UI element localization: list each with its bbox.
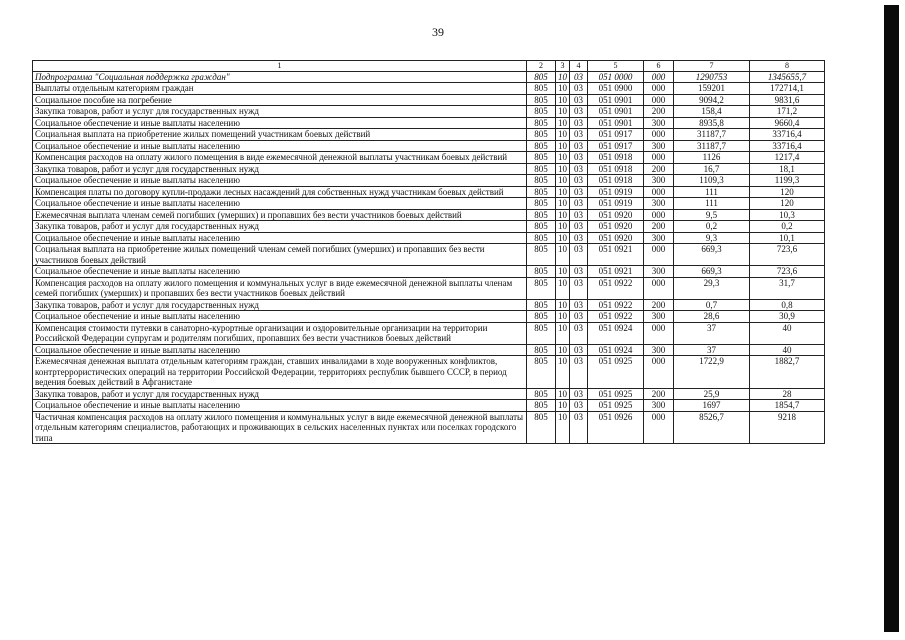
row-name-cell: Закупка товаров, работ и услуг для государственных нужд	[33, 163, 527, 175]
row-target-article-cell: 051 0000	[588, 71, 644, 83]
row-amount-year1-cell: 9,5	[674, 209, 750, 221]
row-expense-type-cell: 000	[644, 186, 674, 198]
header-cell: 4	[570, 61, 588, 72]
row-expense-type-cell: 200	[644, 299, 674, 311]
row-name-cell: Компенсация расходов на оплату жилого помещения и коммунальных услуг в виде ежемесячной денежной выплаты членам семей погибших (умерших) и пропавших без вести участников боевых действий	[33, 277, 527, 299]
table-header-row	[33, 61, 825, 72]
row-amount-year2-cell: 1217,4	[750, 152, 825, 164]
table-row	[33, 175, 825, 187]
row-amount-year2-cell: 9660,4	[750, 117, 825, 129]
row-expense-type-cell: 200	[644, 163, 674, 175]
row-section-cell: 10	[556, 175, 570, 187]
row-amount-year1-cell: 9,3	[674, 232, 750, 244]
row-target-article-cell: 051 0926	[588, 411, 644, 444]
table-row	[33, 344, 825, 356]
scan-edge-bar	[884, 5, 899, 632]
row-subsection-cell: 03	[570, 311, 588, 323]
row-section-cell: 10	[556, 356, 570, 389]
row-amount-year2-cell: 30,9	[750, 311, 825, 323]
row-expense-type-cell: 200	[644, 388, 674, 400]
row-name-cell: Социальное обеспечение и иные выплаты населению	[33, 198, 527, 210]
table-row	[33, 322, 825, 344]
row-amount-year1-cell: 37	[674, 344, 750, 356]
row-name-cell: Подпрограмма "Социальная поддержка граждан"	[33, 71, 527, 83]
row-subsection-cell: 03	[570, 152, 588, 164]
row-subsection-cell: 03	[570, 163, 588, 175]
header-cell: 2	[527, 61, 556, 72]
row-target-article-cell: 051 0918	[588, 163, 644, 175]
row-amount-year2-cell: 0,8	[750, 299, 825, 311]
row-section-cell: 10	[556, 221, 570, 233]
row-name-cell: Социальное обеспечение и иные выплаты населению	[33, 344, 527, 356]
row-amount-year1-cell: 31187,7	[674, 140, 750, 152]
row-expense-type-cell: 000	[644, 209, 674, 221]
row-subsection-cell: 03	[570, 400, 588, 412]
row-subsection-cell: 03	[570, 411, 588, 444]
row-subsection-cell: 03	[570, 388, 588, 400]
table-row	[33, 94, 825, 106]
row-expense-type-cell: 000	[644, 71, 674, 83]
row-expense-type-cell: 300	[644, 175, 674, 187]
table-row	[33, 152, 825, 164]
page-number: 39	[432, 25, 444, 39]
row-code-admin-cell: 805	[527, 344, 556, 356]
row-target-article-cell: 051 0921	[588, 266, 644, 278]
table-row	[33, 106, 825, 118]
row-expense-type-cell: 300	[644, 400, 674, 412]
table-row	[33, 232, 825, 244]
row-amount-year1-cell: 28,6	[674, 311, 750, 323]
row-target-article-cell: 051 0917	[588, 140, 644, 152]
row-name-cell: Выплаты отдельным категориям граждан	[33, 83, 527, 95]
row-amount-year2-cell: 10,3	[750, 209, 825, 221]
row-subsection-cell: 03	[570, 344, 588, 356]
table-row	[33, 277, 825, 299]
table-row	[33, 400, 825, 412]
row-subsection-cell: 03	[570, 232, 588, 244]
table-row	[33, 266, 825, 278]
row-subsection-cell: 03	[570, 266, 588, 278]
row-expense-type-cell: 000	[644, 94, 674, 106]
row-section-cell: 10	[556, 209, 570, 221]
row-expense-type-cell: 000	[644, 244, 674, 266]
row-amount-year2-cell: 40	[750, 322, 825, 344]
row-code-admin-cell: 805	[527, 163, 556, 175]
row-subsection-cell: 03	[570, 356, 588, 389]
row-amount-year1-cell: 0,2	[674, 221, 750, 233]
row-subsection-cell: 03	[570, 71, 588, 83]
row-target-article-cell: 051 0922	[588, 299, 644, 311]
row-amount-year2-cell: 31,7	[750, 277, 825, 299]
row-target-article-cell: 051 0901	[588, 117, 644, 129]
row-amount-year1-cell: 111	[674, 198, 750, 210]
row-target-article-cell: 051 0922	[588, 277, 644, 299]
header-cell: 1	[33, 61, 527, 72]
budget-table	[32, 60, 825, 444]
row-amount-year1-cell: 1722,9	[674, 356, 750, 389]
row-target-article-cell: 051 0922	[588, 311, 644, 323]
row-subsection-cell: 03	[570, 94, 588, 106]
row-name-cell: Закупка товаров, работ и услуг для государственных нужд	[33, 221, 527, 233]
row-expense-type-cell: 000	[644, 322, 674, 344]
row-expense-type-cell: 200	[644, 221, 674, 233]
row-target-article-cell: 051 0901	[588, 94, 644, 106]
row-subsection-cell: 03	[570, 117, 588, 129]
row-section-cell: 10	[556, 322, 570, 344]
row-code-admin-cell: 805	[527, 106, 556, 118]
row-target-article-cell: 051 0901	[588, 106, 644, 118]
budget-table-body	[33, 61, 825, 444]
row-name-cell: Социальное обеспечение и иные выплаты населению	[33, 140, 527, 152]
row-target-article-cell: 051 0925	[588, 388, 644, 400]
row-section-cell: 10	[556, 152, 570, 164]
row-amount-year1-cell: 37	[674, 322, 750, 344]
row-subsection-cell: 03	[570, 322, 588, 344]
row-section-cell: 10	[556, 186, 570, 198]
row-section-cell: 10	[556, 411, 570, 444]
row-subsection-cell: 03	[570, 106, 588, 118]
row-section-cell: 10	[556, 83, 570, 95]
row-subsection-cell: 03	[570, 140, 588, 152]
row-name-cell: Социальное обеспечение и иные выплаты населению	[33, 266, 527, 278]
row-code-admin-cell: 805	[527, 83, 556, 95]
row-section-cell: 10	[556, 71, 570, 83]
row-code-admin-cell: 805	[527, 311, 556, 323]
row-target-article-cell: 051 0918	[588, 152, 644, 164]
row-subsection-cell: 03	[570, 83, 588, 95]
row-section-cell: 10	[556, 140, 570, 152]
row-name-cell: Социальная выплата на приобретение жилых помещений членам семей погибших (умерших) и пропавших без вести участников боевых действий	[33, 244, 527, 266]
header-cell: 8	[750, 61, 825, 72]
row-expense-type-cell: 000	[644, 411, 674, 444]
row-name-cell: Компенсация платы по договору купли-продажи лесных насаждений для собственных нужд участникам боевых действий	[33, 186, 527, 198]
table-row	[33, 163, 825, 175]
row-section-cell: 10	[556, 311, 570, 323]
row-amount-year1-cell: 31187,7	[674, 129, 750, 141]
header-cell: 7	[674, 61, 750, 72]
row-code-admin-cell: 805	[527, 400, 556, 412]
row-expense-type-cell: 200	[644, 106, 674, 118]
row-name-cell: Ежемесячная выплата членам семей погибших (умерших) и пропавших без вести участников боевых действий	[33, 209, 527, 221]
row-code-admin-cell: 805	[527, 186, 556, 198]
row-expense-type-cell: 300	[644, 344, 674, 356]
row-amount-year2-cell: 723,6	[750, 266, 825, 278]
row-name-cell: Социальное обеспечение и иные выплаты населению	[33, 400, 527, 412]
row-amount-year2-cell: 0,2	[750, 221, 825, 233]
row-section-cell: 10	[556, 388, 570, 400]
row-subsection-cell: 03	[570, 299, 588, 311]
row-target-article-cell: 051 0921	[588, 244, 644, 266]
row-code-admin-cell: 805	[527, 94, 556, 106]
table-row	[33, 117, 825, 129]
row-amount-year2-cell: 1882,7	[750, 356, 825, 389]
header-cell: 3	[556, 61, 570, 72]
row-target-article-cell: 051 0920	[588, 221, 644, 233]
table-row	[33, 221, 825, 233]
row-name-cell: Социальное обеспечение и иные выплаты населению	[33, 117, 527, 129]
row-section-cell: 10	[556, 266, 570, 278]
row-code-admin-cell: 805	[527, 266, 556, 278]
row-subsection-cell: 03	[570, 221, 588, 233]
row-amount-year1-cell: 8526,7	[674, 411, 750, 444]
row-expense-type-cell: 300	[644, 198, 674, 210]
row-amount-year2-cell: 120	[750, 198, 825, 210]
row-name-cell: Закупка товаров, работ и услуг для государственных нужд	[33, 388, 527, 400]
row-expense-type-cell: 000	[644, 83, 674, 95]
row-target-article-cell: 051 0919	[588, 186, 644, 198]
row-code-admin-cell: 805	[527, 244, 556, 266]
row-code-admin-cell: 805	[527, 232, 556, 244]
row-expense-type-cell: 000	[644, 129, 674, 141]
row-name-cell: Компенсация расходов на оплату жилого помещения в виде ежемесячной денежной выплаты участникам боевых действий	[33, 152, 527, 164]
row-amount-year1-cell: 111	[674, 186, 750, 198]
row-code-admin-cell: 805	[527, 198, 556, 210]
row-amount-year2-cell: 120	[750, 186, 825, 198]
row-subsection-cell: 03	[570, 209, 588, 221]
row-code-admin-cell: 805	[527, 299, 556, 311]
row-amount-year1-cell: 0,7	[674, 299, 750, 311]
row-amount-year1-cell: 8935,8	[674, 117, 750, 129]
row-amount-year2-cell: 33716,4	[750, 140, 825, 152]
table-row	[33, 311, 825, 323]
table-row	[33, 198, 825, 210]
row-name-cell: Закупка товаров, работ и услуг для государственных нужд	[33, 299, 527, 311]
table-row	[33, 71, 825, 83]
row-amount-year2-cell: 28	[750, 388, 825, 400]
row-amount-year2-cell: 9831,6	[750, 94, 825, 106]
row-amount-year1-cell: 1126	[674, 152, 750, 164]
row-section-cell: 10	[556, 106, 570, 118]
row-name-cell: Социальное обеспечение и иные выплаты населению	[33, 175, 527, 187]
row-code-admin-cell: 805	[527, 356, 556, 389]
row-amount-year2-cell: 1854,7	[750, 400, 825, 412]
row-name-cell: Социальное обеспечение и иные выплаты населению	[33, 232, 527, 244]
row-target-article-cell: 051 0924	[588, 344, 644, 356]
row-code-admin-cell: 805	[527, 71, 556, 83]
row-amount-year1-cell: 9094,2	[674, 94, 750, 106]
row-section-cell: 10	[556, 232, 570, 244]
row-code-admin-cell: 805	[527, 152, 556, 164]
row-name-cell: Компенсация стоимости путевки в санаторно-курортные организации и оздоровительные организации на территории Российской Федерации супругам и родителям погибших, пропавших без вести участников боевых действий	[33, 322, 527, 344]
row-expense-type-cell: 300	[644, 140, 674, 152]
row-target-article-cell: 051 0924	[588, 322, 644, 344]
row-amount-year1-cell: 669,3	[674, 244, 750, 266]
row-amount-year2-cell: 18,1	[750, 163, 825, 175]
row-expense-type-cell: 000	[644, 277, 674, 299]
row-subsection-cell: 03	[570, 186, 588, 198]
row-expense-type-cell: 300	[644, 266, 674, 278]
row-name-cell: Ежемесячная денежная выплата отдельным категориям граждан, ставших инвалидами в ходе вооруженных конфликтов, контртеррористических операций на территории Российской Федерации, территориях республик бывшего СССР, в период ведения боевых действий в Афганистане	[33, 356, 527, 389]
row-section-cell: 10	[556, 400, 570, 412]
row-target-article-cell: 051 0925	[588, 356, 644, 389]
row-amount-year1-cell: 1109,3	[674, 175, 750, 187]
row-amount-year1-cell: 159201	[674, 83, 750, 95]
row-name-cell: Частичная компенсация расходов на оплату жилого помещения и коммунальных услуг в виде ежемесячной денежной выплаты отдельным категориям специалистов, работающих и проживающих в сельских населенных пунктах или поселках городского типа	[33, 411, 527, 444]
header-cell: 6	[644, 61, 674, 72]
row-section-cell: 10	[556, 117, 570, 129]
row-amount-year1-cell: 669,3	[674, 266, 750, 278]
row-code-admin-cell: 805	[527, 388, 556, 400]
row-section-cell: 10	[556, 244, 570, 266]
row-code-admin-cell: 805	[527, 140, 556, 152]
row-amount-year2-cell: 171,2	[750, 106, 825, 118]
row-code-admin-cell: 805	[527, 221, 556, 233]
row-amount-year1-cell: 16,7	[674, 163, 750, 175]
row-code-admin-cell: 805	[527, 117, 556, 129]
row-code-admin-cell: 805	[527, 129, 556, 141]
row-subsection-cell: 03	[570, 244, 588, 266]
table-row	[33, 388, 825, 400]
table-row	[33, 356, 825, 389]
row-section-cell: 10	[556, 129, 570, 141]
table-row	[33, 209, 825, 221]
row-code-admin-cell: 805	[527, 411, 556, 444]
row-section-cell: 10	[556, 277, 570, 299]
row-amount-year2-cell: 1199,3	[750, 175, 825, 187]
row-expense-type-cell: 300	[644, 232, 674, 244]
row-subsection-cell: 03	[570, 277, 588, 299]
row-target-article-cell: 051 0900	[588, 83, 644, 95]
table-row	[33, 411, 825, 444]
row-name-cell: Закупка товаров, работ и услуг для государственных нужд	[33, 106, 527, 118]
row-amount-year1-cell: 158,4	[674, 106, 750, 118]
row-amount-year1-cell: 1290753	[674, 71, 750, 83]
row-name-cell: Социальное обеспечение и иные выплаты населению	[33, 311, 527, 323]
row-amount-year1-cell: 1697	[674, 400, 750, 412]
row-name-cell: Социальная выплата на приобретение жилых помещений участникам боевых действий	[33, 129, 527, 141]
row-target-article-cell: 051 0920	[588, 232, 644, 244]
row-target-article-cell: 051 0920	[588, 209, 644, 221]
table-row	[33, 186, 825, 198]
row-amount-year1-cell: 25,9	[674, 388, 750, 400]
table-row	[33, 140, 825, 152]
row-target-article-cell: 051 0918	[588, 175, 644, 187]
row-amount-year2-cell: 10,1	[750, 232, 825, 244]
row-expense-type-cell: 300	[644, 117, 674, 129]
row-expense-type-cell: 300	[644, 311, 674, 323]
header-cell: 5	[588, 61, 644, 72]
row-amount-year2-cell: 9218	[750, 411, 825, 444]
row-amount-year2-cell: 33716,4	[750, 129, 825, 141]
row-target-article-cell: 051 0919	[588, 198, 644, 210]
row-amount-year2-cell: 172714,1	[750, 83, 825, 95]
row-code-admin-cell: 805	[527, 322, 556, 344]
table-row	[33, 83, 825, 95]
row-code-admin-cell: 805	[527, 209, 556, 221]
row-target-article-cell: 051 0917	[588, 129, 644, 141]
row-section-cell: 10	[556, 94, 570, 106]
row-expense-type-cell: 000	[644, 356, 674, 389]
row-section-cell: 10	[556, 163, 570, 175]
row-subsection-cell: 03	[570, 175, 588, 187]
row-section-cell: 10	[556, 198, 570, 210]
row-amount-year2-cell: 40	[750, 344, 825, 356]
row-amount-year2-cell: 1345655,7	[750, 71, 825, 83]
row-subsection-cell: 03	[570, 129, 588, 141]
row-section-cell: 10	[556, 344, 570, 356]
row-name-cell: Социальное пособие на погребение	[33, 94, 527, 106]
row-amount-year2-cell: 723,6	[750, 244, 825, 266]
row-subsection-cell: 03	[570, 198, 588, 210]
row-expense-type-cell: 000	[644, 152, 674, 164]
row-code-admin-cell: 805	[527, 277, 556, 299]
table-row	[33, 299, 825, 311]
row-code-admin-cell: 805	[527, 175, 556, 187]
table-row	[33, 129, 825, 141]
table-row	[33, 244, 825, 266]
row-target-article-cell: 051 0925	[588, 400, 644, 412]
row-section-cell: 10	[556, 299, 570, 311]
row-amount-year1-cell: 29,3	[674, 277, 750, 299]
